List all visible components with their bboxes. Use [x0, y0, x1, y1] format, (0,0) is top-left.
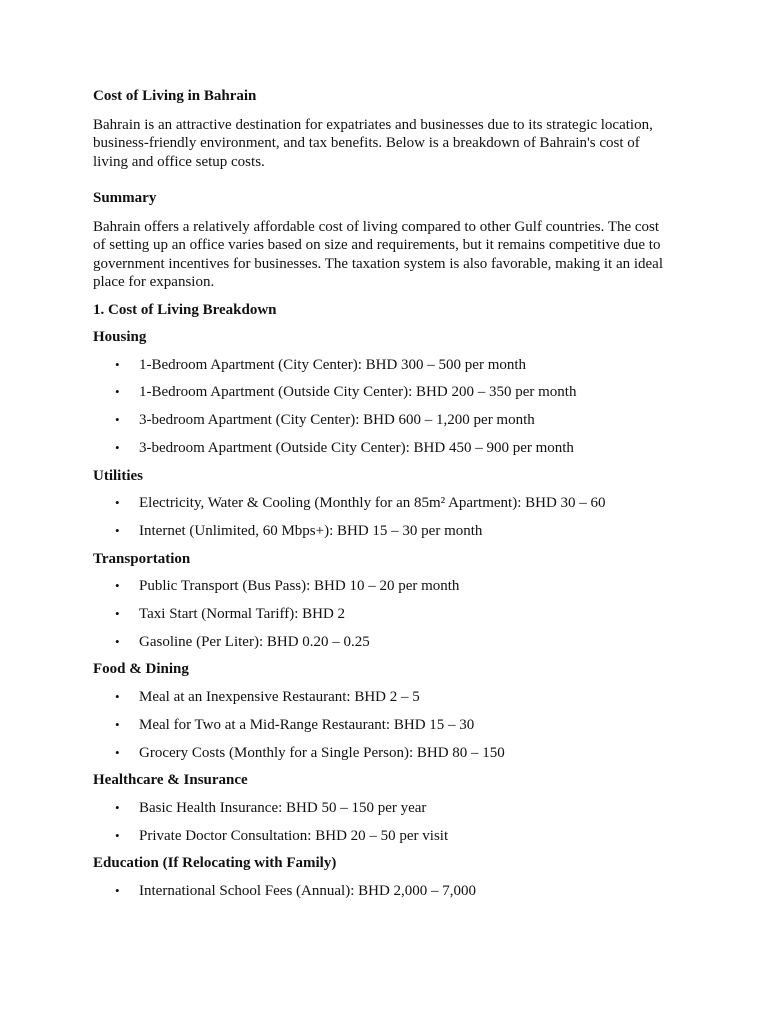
list-item-text: International School Fees (Annual): BHD 2,000 – 7,000: [139, 882, 477, 899]
list-item: [93, 716, 674, 735]
list-item: [93, 688, 674, 707]
list-item-text: Basic Health Insurance: BHD 50 – 150 per year: [139, 799, 427, 816]
list-item-text: 1-Bedroom Apartment (City Center): BHD 300 – 500 per month: [139, 356, 527, 373]
list-item-text: 3-bedroom Apartment (Outside City Center): BHD 450 – 900 per month: [139, 440, 574, 457]
list-item-text: Meal for Two at a Mid-Range Restaurant: BHD 15 – 30: [139, 716, 475, 733]
list-item: [93, 882, 674, 901]
subsection-heading: Transportation: [93, 550, 191, 567]
subsection-heading: Healthcare & Insurance: [93, 772, 248, 789]
subsection-heading: Utilities: [93, 467, 143, 484]
bullet-list: [93, 356, 674, 458]
subsection-heading: Food & Dining: [93, 661, 189, 678]
bullet-icon: •: [115, 633, 120, 649]
list-item: [93, 356, 674, 375]
bullet-icon: •: [115, 495, 120, 511]
bullet-list: [93, 799, 674, 845]
bullet-icon: •: [115, 523, 120, 539]
bullet-icon: •: [115, 440, 120, 456]
list-item: [93, 494, 674, 513]
list-item-text: Public Transport (Bus Pass): BHD 10 – 20 per month: [139, 578, 460, 595]
bullet-list: [93, 494, 674, 540]
list-item: [93, 439, 674, 458]
bullet-icon: •: [115, 744, 120, 760]
summary-heading: Summary: [93, 190, 157, 206]
bullet-icon: •: [115, 578, 120, 594]
bullet-icon: •: [115, 412, 120, 428]
list-item: [93, 577, 674, 596]
list-item: [93, 799, 674, 818]
list-item: [93, 522, 674, 541]
bullet-icon: •: [115, 356, 120, 372]
list-item-text: Taxi Start (Normal Tariff): BHD 2: [139, 605, 346, 622]
summary-paragraph: Bahrain offers a relatively affordable cost of living compared to other Gulf countries. The cost of setting up an office varies based on size and requirements, but it remains competitive due to government incentives for businesses. The taxation system is also favorable, making it an ideal place for expansion.: [93, 218, 663, 290]
bullet-icon: •: [115, 799, 120, 815]
list-item: [93, 605, 674, 624]
bullet-list: [93, 577, 674, 651]
list-item-text: Grocery Costs (Monthly for a Single Person): BHD 80 – 150: [139, 744, 505, 761]
bullet-list: [93, 688, 674, 762]
subsection-heading: Housing: [93, 329, 147, 345]
bullet-icon: •: [115, 827, 120, 843]
bullet-icon: •: [115, 688, 120, 704]
bullet-icon: •: [115, 882, 120, 898]
list-item-text: Internet (Unlimited, 60 Mbps+): BHD 15 – 30 per month: [139, 523, 483, 540]
list-item-text: Private Doctor Consultation: BHD 20 – 50 per visit: [139, 827, 449, 844]
intro-paragraph: Bahrain is an attractive destination for expatriates and businesses due to its strategic location, business-friendly environment, and tax benefits. Below is a breakdown of Bahrain's cost of living and office setup costs.: [93, 116, 653, 170]
list-item-text: 1-Bedroom Apartment (Outside City Center): BHD 200 – 350 per month: [139, 384, 577, 401]
bullet-icon: •: [115, 384, 120, 400]
cost-groups: [93, 328, 674, 900]
section-heading: 1. Cost of Living Breakdown: [93, 301, 277, 318]
list-item-text: Gasoline (Per Liter): BHD 0.20 – 0.25: [139, 633, 370, 650]
list-item: [93, 633, 674, 652]
list-item: [93, 411, 674, 430]
document-title: Cost of Living in Bahrain: [93, 88, 257, 104]
bullet-icon: •: [115, 716, 120, 732]
list-item-text: Meal at an Inexpensive Restaurant: BHD 2 – 5: [139, 688, 420, 705]
list-item-text: Electricity, Water & Cooling (Monthly for an 85m² Apartment): BHD 30 – 60: [139, 495, 606, 512]
subsection-heading: Education (If Relocating with Family): [93, 855, 337, 872]
bullet-icon: •: [115, 605, 120, 621]
list-item-text: 3-bedroom Apartment (City Center): BHD 600 – 1,200 per month: [139, 412, 535, 429]
list-item: [93, 744, 674, 763]
bullet-list: [93, 882, 674, 901]
list-item: [93, 383, 674, 402]
list-item: [93, 827, 674, 846]
